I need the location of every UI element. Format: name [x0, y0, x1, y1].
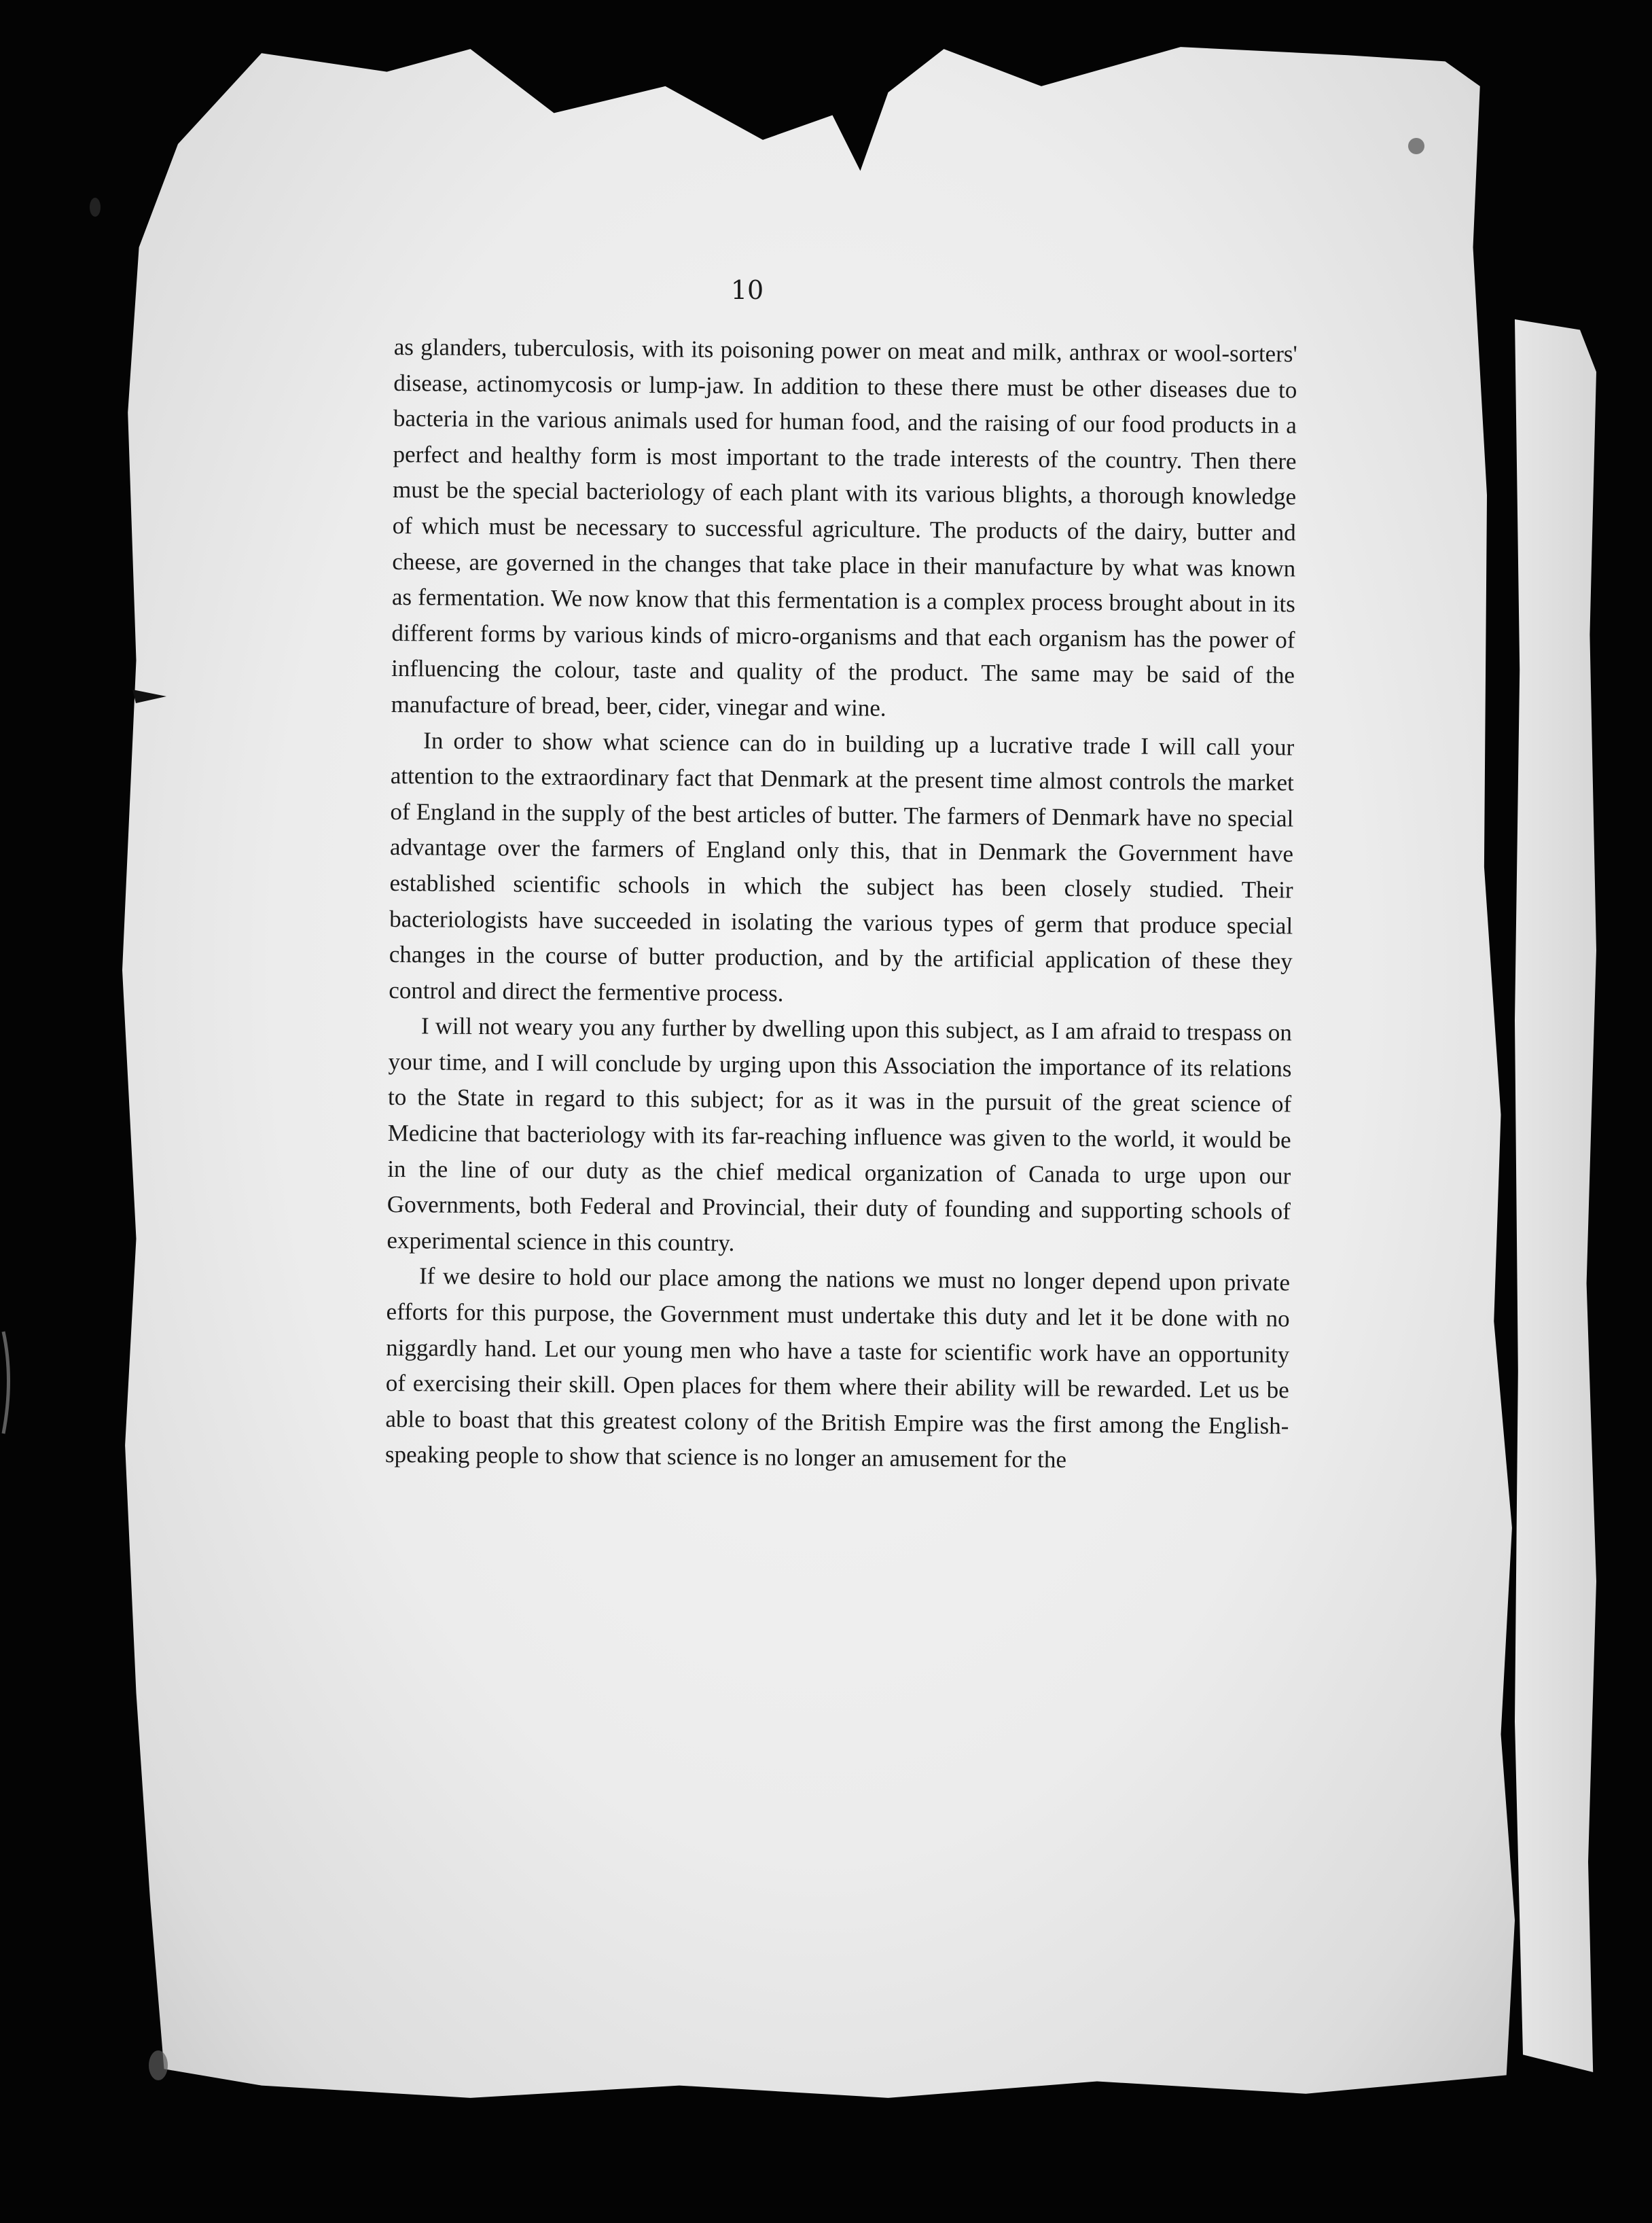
body-text [385, 330, 1297, 1480]
paragraph-1: as glanders, tuberculosis, with its poisoning power on meat and milk, anthrax or wool-sorters' disease, actinomycosis or lump-jaw. In addition to these there must be other diseases due to bacteria in the various animals used for human food, and the raising of our food products in a perfect and healthy form is most important to the trade interests of the country. Then there must be the special bacteriology of each plant with its various blights, a thorough knowledge of which must be necessary to successful agriculture. The products of the dairy, butter and cheese, are governed in the changes that take place in their manufacture by what was known as fermentation. We now know that this fermentation is a complex process brought about in its different forms by various kinds of micro-organisms and that each organism has the power of influencing the colour, taste and quality of the product. The same may be said of the manufacture of bread, beer, cider, vinegar and wine. [391, 333, 1297, 722]
page-number: 10 [730, 275, 764, 305]
paragraph-3: I will not weary you any further by dwelling upon this subject, as I am afraid to trespass on your time, and I will conclude by urging upon this Association the importance of its relations to the State in regard to this subject; for as it was in the pursuit of the great science of Medicine that bacteriology with its far-reaching influence was given to the world, it would be in the line of our duty as the chief medical organization of Canada to urge upon our Governments, both Federal and Provincial, their duty of founding and supporting schools of experimental science in this country. [387, 1012, 1293, 1256]
paragraph-2: In order to show what science can do in building up a lucrative trade I will call your attention to the extraordinary fact that Denmark at the present time almost controls the market of England in the supply of the best articles of butter. The farmers of Denmark have no special advantage over the farmers of England only this, that in Denmark the Government have established scientific schools in which the subject has been closely studied. Their bacteriologists have succeeded in isolating the various types of germ that produce special changes in the course of butter production, and by the artificial application of these they control and direct the fermentive process. [389, 726, 1295, 1007]
paragraph-4: If we desire to hold our place among the nations we must no longer depend upon private efforts for this purpose, the Government must undertake this duty and let it be done with no niggardly hand. Let our young men who have a taste for scientific work have an opportunity of exercising their skill. Open places for them where their ability will be rewarded. Let us be able to boast that this greatest colony of the British Empire was the first among the English-speaking people to show that science is no longer an amusement for the [384, 1262, 1291, 1474]
